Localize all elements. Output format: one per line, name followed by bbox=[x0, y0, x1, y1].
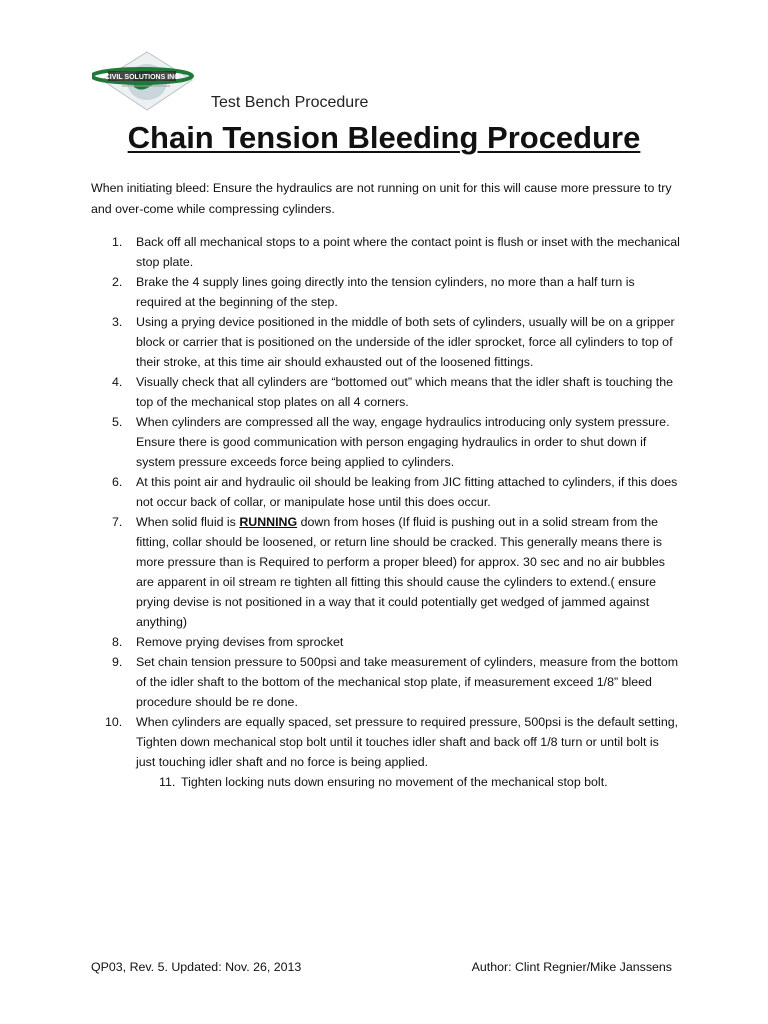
step-text: Tighten locking nuts down ensuring no movement of the mechanical stop bolt. bbox=[181, 775, 608, 789]
step-item bbox=[91, 632, 681, 652]
document-title: Chain Tension Bleeding Procedure bbox=[127, 120, 641, 155]
step-number: 3. bbox=[112, 315, 123, 329]
step-number: 10. bbox=[105, 715, 123, 729]
step-number: 8. bbox=[112, 635, 123, 649]
step-item bbox=[91, 712, 681, 772]
step-number: 9. bbox=[112, 655, 123, 669]
footer-revision: QP03, Rev. 5. Updated: Nov. 26, 2013 bbox=[91, 960, 302, 974]
step-item bbox=[91, 372, 681, 412]
step-text: Back off all mechanical stops to a point where the contact point is flush or inset with the mechanical stop plate. bbox=[136, 235, 680, 269]
step-text: Using a prying device positioned in the middle of both sets of cylinders, usually will be on a gripper block or carrier that is positioned on the underside of the idler sprocket, force all cylinders to top of their stroke, at this time air should exhausted out of the loosened fittings. bbox=[136, 315, 675, 369]
step-text: When cylinders are equally spaced, set pressure to required pressure, 500psi is the default setting, Tighten down mechanical stop bolt until it touches idler shaft and back off 1/8 turn or until bolt is just touching idler shaft and no force is being applied. bbox=[136, 715, 679, 769]
step-text: At this point air and hydraulic oil should be leaking from JIC fitting attached to cylinders, if this does not occur back of collar, or manipulate hose until this does occur. bbox=[136, 475, 678, 509]
step-item bbox=[91, 472, 681, 512]
step-text: Visually check that all cylinders are “bottomed out” which means that the idler shaft is touching the top of the mechanical stop plates on all 4 corners. bbox=[136, 375, 673, 409]
step-number: 11. bbox=[159, 775, 176, 789]
step-item bbox=[91, 232, 681, 272]
step-text-before: When solid fluid is bbox=[136, 515, 240, 529]
step-text: Brake the 4 supply lines going directly into the tension cylinders, no more than a half turn is required at the beginning of the step. bbox=[136, 275, 635, 309]
svg-text:CIVIL SOLUTIONS INC: CIVIL SOLUTIONS INC bbox=[104, 74, 180, 81]
intro-paragraph: When initiating bleed: Ensure the hydraulics are not running on unit for this will cause more pressure to try and over-come while compressing cylinders. bbox=[91, 181, 672, 216]
footer-author: Author: Clint Regnier/Mike Janssens bbox=[471, 960, 672, 974]
step-emphasis: RUNNING bbox=[239, 515, 298, 529]
step-item bbox=[91, 412, 681, 472]
step-text: Remove prying devises from sprocket bbox=[136, 635, 344, 649]
company-logo bbox=[92, 50, 202, 112]
step-number: 1. bbox=[112, 235, 123, 249]
step-number: 5. bbox=[112, 415, 123, 429]
step-number: 2. bbox=[112, 275, 123, 289]
step-item bbox=[91, 312, 681, 372]
step-item bbox=[91, 512, 681, 632]
step-item bbox=[91, 772, 681, 792]
procedure-steps bbox=[91, 232, 681, 792]
step-number: 7. bbox=[112, 515, 123, 529]
globe-logo-icon bbox=[92, 50, 202, 112]
step-number: 4. bbox=[112, 375, 123, 389]
step-item bbox=[91, 272, 681, 312]
step-text: Set chain tension pressure to 500psi and take measurement of cylinders, measure from the bottom of the idler shaft to the bottom of the mechanical stop plate, if measurement exceed 1/8” bleed procedure should be re done. bbox=[136, 655, 679, 709]
step-number: 6. bbox=[112, 475, 123, 489]
step-text: When cylinders are compressed all the way, engage hydraulics introducing only system pressure. Ensure there is good communication with person engaging hydraulics in order to shut down if system pressure exceeds force being applied to cylinders. bbox=[136, 415, 670, 469]
step-item bbox=[91, 652, 681, 712]
document-subtitle: Test Bench Procedure bbox=[211, 94, 369, 111]
step-text-after: down from hoses (If fluid is pushing out in a solid stream from the fitting, collar should be loosened, or return line should be cracked. This generally means there is more pressure than is Required to perform a proper bleed) for approx. 30 sec and no air bubbles are apparent in oil stream re tighten all fitting this should cause the cylinders to extend.( ensure prying devise is not positioned in a way that it could potentially get wedged of jammed against anything) bbox=[136, 515, 665, 629]
